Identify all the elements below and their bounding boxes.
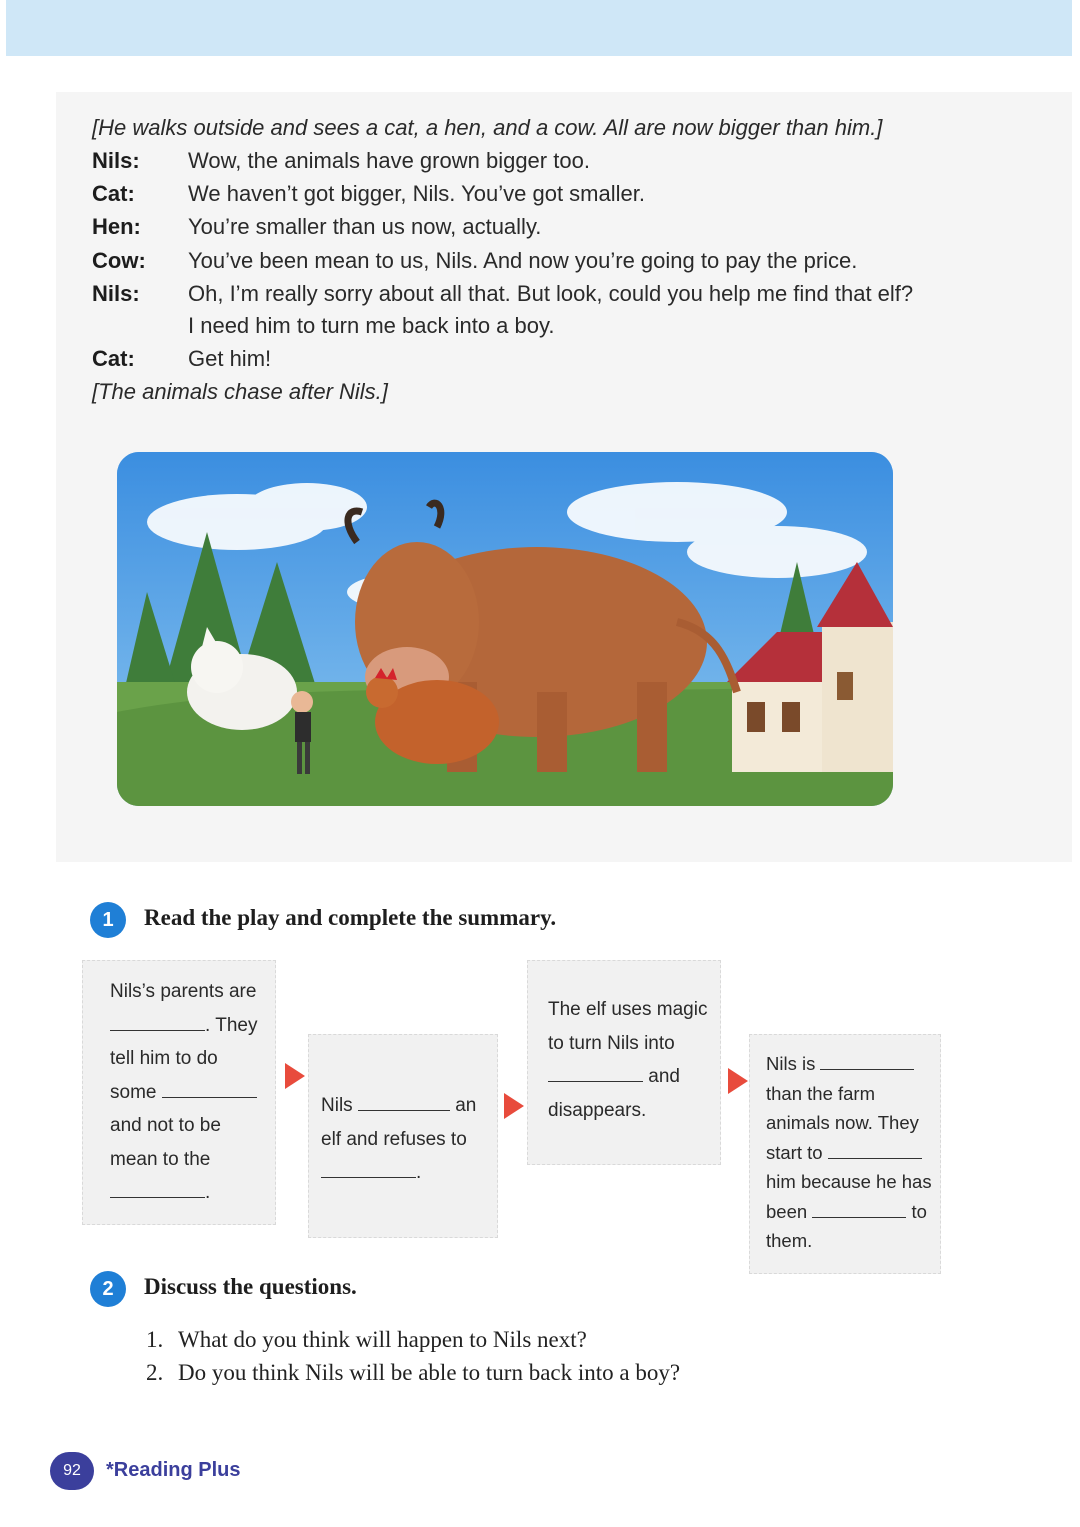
speech: You’re smaller than us now, actually. bbox=[188, 214, 542, 239]
speech: Oh, I’m really sorry about all that. But look, could you help me find that elf? bbox=[188, 281, 914, 306]
fill-blank[interactable] bbox=[820, 1049, 914, 1070]
speaker: Nils: bbox=[92, 148, 140, 173]
flow-arrow-icon bbox=[728, 1068, 748, 1094]
flow-arrow-icon bbox=[504, 1093, 524, 1119]
speech: We haven’t got bigger, Nils. You’ve got smaller. bbox=[188, 181, 645, 206]
exercise-title: Read the play and complete the summary. bbox=[144, 905, 557, 930]
exercise-title: Discuss the questions. bbox=[144, 1274, 357, 1299]
fill-blank[interactable] bbox=[358, 1090, 450, 1111]
summary-box-4: Nils is than the farm animals now. They start to him because he has been to them. bbox=[749, 1034, 941, 1274]
speaker: Cow: bbox=[92, 248, 146, 273]
summary-box-2: Nils an elf and refuses to . bbox=[308, 1034, 498, 1238]
speaker: Cat: bbox=[92, 346, 135, 371]
section-label: *Reading Plus bbox=[106, 1459, 241, 1481]
speech: Wow, the animals have grown bigger too. bbox=[188, 148, 590, 173]
exercise-number-badge: 1 bbox=[90, 902, 126, 938]
fill-blank[interactable] bbox=[548, 1061, 643, 1082]
exercise-number-badge: 2 bbox=[90, 1271, 126, 1307]
speech: I need him to turn me back into a boy. bbox=[188, 313, 555, 338]
flow-arrow-icon bbox=[285, 1063, 305, 1089]
speaker: Hen: bbox=[92, 214, 141, 239]
discussion-question: 2. Do you think Nils will be able to turn back into a boy? bbox=[146, 1360, 681, 1385]
page-number-badge: 92 bbox=[50, 1452, 94, 1490]
speech: You’ve been mean to us, Nils. And now you’re going to pay the price. bbox=[188, 248, 858, 273]
fill-blank[interactable] bbox=[110, 1010, 205, 1031]
speech: Get him! bbox=[188, 346, 272, 371]
story-illustration bbox=[117, 452, 893, 806]
fill-blank[interactable] bbox=[812, 1197, 906, 1218]
fill-blank[interactable] bbox=[162, 1077, 257, 1098]
fill-blank[interactable] bbox=[110, 1177, 205, 1198]
farm-scene-image bbox=[117, 452, 893, 806]
discussion-question: 1. What do you think will happen to Nils next? bbox=[146, 1327, 587, 1352]
fill-blank[interactable] bbox=[321, 1157, 416, 1178]
top-header-band bbox=[6, 0, 1072, 56]
stage-direction-close: [The animals chase after Nils.] bbox=[92, 379, 388, 404]
summary-box-1: Nils’s parents are . They tell him to do some and not to be mean to the . bbox=[82, 960, 276, 1225]
speaker: Nils: bbox=[92, 281, 140, 306]
speaker: Cat: bbox=[92, 181, 135, 206]
stage-direction-open: [He walks outside and sees a cat, a hen, and a cow. All are now bigger than him.] bbox=[92, 115, 883, 140]
summary-box-3: The elf uses magic to turn Nils into and disappears. bbox=[527, 960, 721, 1165]
fill-blank[interactable] bbox=[828, 1138, 922, 1159]
